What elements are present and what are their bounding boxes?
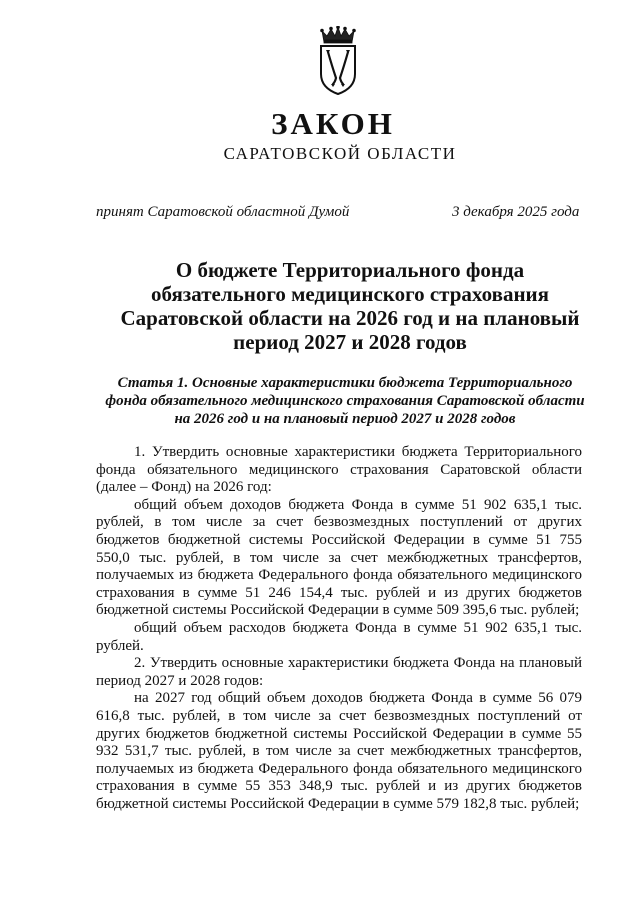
document-title-line: Саратовской области на 2026 год и на плановый (120, 306, 580, 330)
article-heading (92, 374, 598, 428)
coat-of-arms-icon (316, 26, 360, 96)
law-title: ЗАКОН (271, 106, 395, 141)
article-heading-line: фонда обязательного медицинского страхования Саратовской области (105, 393, 585, 409)
paragraph: общий объем доходов бюджета Фонда в сумме 51 902 635,1 тыс. рублей, в том числе за счет безвозмездных поступлений от других бюджетов бюджетной системы Российской Федерации в сумме 51 755 550,0 тыс. рублей, в том числе за счет межбюджетных трансфертов, получаемых из бюджета Федерального фонда обязательного медицинского страхования в сумме 51 246 154,4 тыс. рублей и из других бюджетов бюджетной системы Российской Федерации в сумме 509 395,6 тыс. рублей; (96, 496, 582, 619)
adopted-date: 3 декабря 2025 года (452, 204, 580, 220)
article-body (96, 444, 582, 813)
document-title (100, 258, 600, 354)
adopted-by: принят Саратовской областной Думой (96, 204, 350, 220)
paragraph: на 2027 год общий объем доходов бюджета Фонда в сумме 56 079 616,8 тыс. рублей, в том числе за счет безвозмездных поступлений от других бюджетов бюджетной системы Российской Федерации в сумме 55 932 531,7 тыс. рублей, в том числе за счет межбюджетных трансфертов, получаемых из бюджета Федерального фонда обязательного медицинского страхования в сумме 55 353 348,9 тыс. рублей и из других бюджетов бюджетной системы Российской Федерации в сумме 579 182,8 тыс. рублей; (96, 690, 582, 812)
article-heading-line: Статья 1. Основные характеристики бюджета Территориального (117, 375, 573, 391)
document-title-line: обязательного медицинского страхования (150, 282, 550, 306)
document-title-line: О бюджете Территориального фонда (175, 258, 525, 282)
article-heading-line: на 2026 год и на плановый период 2027 и 2028 годов (174, 411, 516, 427)
paragraph: 2. Утвердить основные характеристики бюджета Фонда на плановый период 2027 и 2028 годов: (96, 655, 582, 689)
document-title-line: период 2027 и 2028 годов (233, 330, 467, 354)
paragraph: общий объем расходов бюджета Фонда в сумме 51 902 635,1 тыс. рублей. (96, 619, 582, 654)
law-subtitle: САРАТОВСКОЙ ОБЛАСТИ (223, 144, 457, 163)
paragraph: 1. Утвердить основные характеристики бюджета Территориального фонда обязательного медицинского страхования Саратовской области (далее – Фонд) на 2026 год: (96, 444, 582, 496)
